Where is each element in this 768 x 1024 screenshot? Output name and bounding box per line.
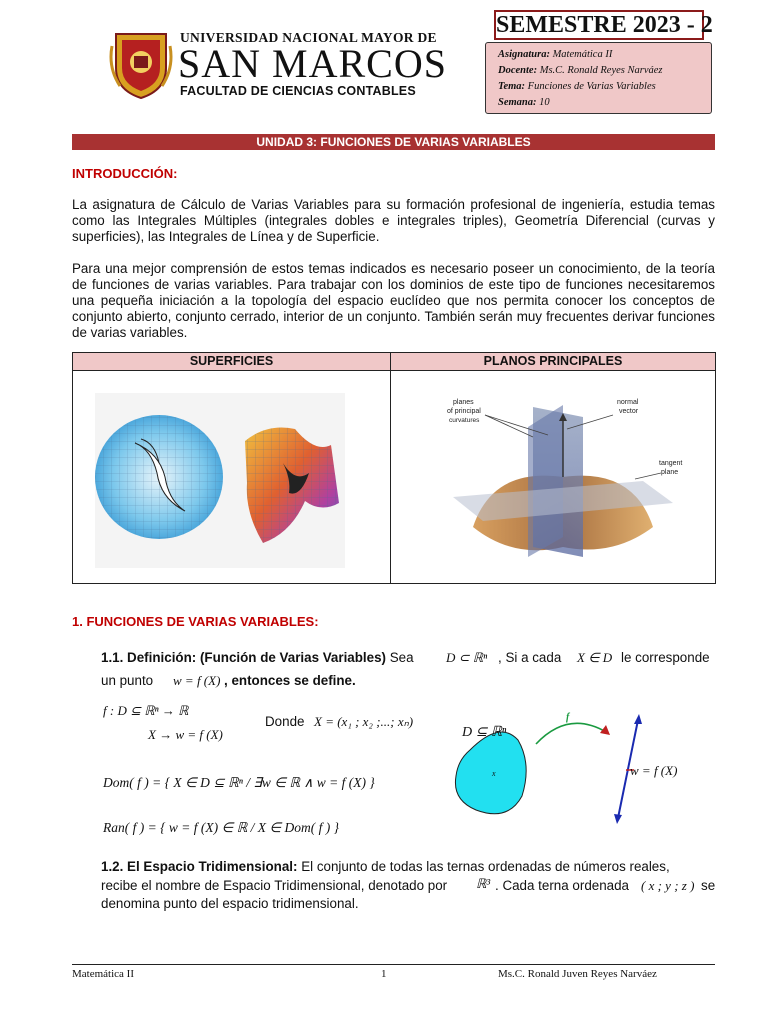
function-mapping-diagram bbox=[440, 700, 720, 830]
math-w-equals-f: w = f (X) bbox=[173, 673, 221, 688]
math-domain-set: D ⊂ ℝⁿ bbox=[446, 650, 488, 665]
label-curvatures: curvatures bbox=[449, 417, 480, 424]
math-domain-def: Dom( f ) = { X ∈ D ⊆ ℝⁿ / ∃w ∈ ℝ ∧ w = f (X) } bbox=[103, 775, 375, 790]
math-x-in-d: X ∈ D bbox=[577, 650, 613, 665]
definition-le-corresponde: le corresponde bbox=[621, 650, 710, 665]
label-plane: plane bbox=[661, 469, 679, 476]
diagram-f-label: f bbox=[566, 712, 570, 723]
math-x-vector-def: X = (x₁ ; x₂ ;...; xₙ) bbox=[314, 714, 414, 729]
label-vector: vector bbox=[619, 408, 639, 415]
info-tema: Tema: Funciones de Varias Variables bbox=[498, 81, 656, 92]
label-planes: planes bbox=[453, 399, 474, 406]
intro-paragraph-1: La asignatura de Cálculo de Varias Variables para su formación profesional de ingeniería, estudia temas como las Integrales Múltiples (integrales dobles e integrales triples), Geometría Diferencial (curvas y superficies), las Integrales de Línea y de Superficie. bbox=[72, 197, 715, 244]
principal-plane-2 bbox=[528, 405, 563, 557]
intro-paragraph-2: Para una mejor comprensión de estos temas indicados es necesario poseer un conocimiento, de la teoría de funciones de varias variables. Para trabajar con los dominios de este tipo de funciones necesitaremos una pequeña iniciación a la topología del espacio euclídeo que nos permita conocer los conceptos de conjunto abierto, conjunto cerrado, interior de un conjunto. También serán muy frecuentes derivar funciones de varias variables. bbox=[72, 261, 715, 340]
course-info-box bbox=[485, 42, 712, 114]
info-docente: Docente: Ms.C. Ronald Reyes Narváez bbox=[498, 65, 663, 76]
math-range-def: Ran( f ) = { w = f (X) ∈ ℝ / X ∈ Dom( f ) } bbox=[103, 820, 340, 835]
section-1-2-line-3: denomina punto del espacio tridimensional. bbox=[101, 896, 359, 911]
university-name-big: SAN MARCOS bbox=[178, 41, 447, 86]
definition-line-2-end: , entonces se define. bbox=[224, 673, 356, 688]
diagram-set-label: D ⊆ ℝⁿ bbox=[462, 725, 507, 740]
definition-si-a-cada: , Si a cada bbox=[498, 650, 562, 665]
section-1-2-line-2c: se bbox=[701, 878, 716, 893]
info-asignatura: Asignatura: Matemática II bbox=[498, 49, 613, 60]
math-triple: ( x ; y ; z ) bbox=[641, 878, 695, 893]
mapping-arrow bbox=[536, 723, 606, 744]
faculty-name: FACULTAD DE CIENCIAS CONTABLES bbox=[180, 84, 416, 98]
section-1-2-line-2b: . Cada terna ordenada bbox=[495, 878, 630, 893]
figures-table bbox=[72, 352, 716, 584]
footer-rule bbox=[72, 964, 715, 965]
unit-title-bar: UNIDAD 3: FUNCIONES DE VARIAS VARIABLES bbox=[72, 134, 715, 150]
math-mapping-1: f : D ⊆ ℝⁿ → ℝ bbox=[103, 703, 189, 718]
university-name-small: UNIVERSIDAD NACIONAL MAYOR DE bbox=[180, 30, 437, 45]
math-r3: ℝ³ bbox=[476, 876, 491, 891]
footer-left: Matemática II bbox=[72, 968, 134, 980]
table-header-planos: PLANOS PRINCIPALES bbox=[483, 354, 623, 368]
donde-label: Donde bbox=[265, 714, 305, 729]
section-1-2-title: 1.2. El Espacio Tridimensional: bbox=[101, 859, 298, 874]
semester-badge: SEMESTRE 2023 - 2 bbox=[496, 12, 713, 38]
section-1-title: 1. FUNCIONES DE VARIAS VARIABLES: bbox=[72, 614, 319, 629]
table-header-superficies: SUPERFICIES bbox=[189, 354, 274, 368]
label-of-principal: of principal bbox=[447, 408, 481, 415]
info-semana: Semana: 10 bbox=[498, 97, 550, 108]
math-mapping-2: X → w = f (X) bbox=[148, 727, 223, 742]
domain-set-shape bbox=[455, 732, 526, 814]
definition-line-2-start: un punto bbox=[101, 673, 154, 688]
table-divider bbox=[390, 353, 391, 583]
footer-right: Ms.C. Ronald Juven Reyes Narváez bbox=[498, 968, 657, 980]
diagram-w-label: w = f (X) bbox=[630, 763, 678, 778]
label-tangent: tangent bbox=[659, 460, 683, 467]
section-1-2-line-2a: recibe el nombre de Espacio Tridimensional, denotado por bbox=[101, 878, 448, 893]
footer-page-number: 1 bbox=[381, 968, 387, 980]
principal-planes-illustration bbox=[413, 377, 703, 577]
diagram-point-label: x bbox=[492, 769, 496, 778]
table-header-row bbox=[73, 353, 715, 371]
university-crest-logo bbox=[108, 28, 174, 100]
definition-title: 1.1. Definición: (Función de Varias Variables) bbox=[101, 650, 387, 665]
surfaces-illustration bbox=[95, 393, 375, 568]
definition-line-1: 1.1. Definición: (Función de Varias Variables) Sea bbox=[101, 650, 414, 665]
section-1-2-line-1: 1.2. El Espacio Tridimensional: El conjunto de todas las ternas ordenadas de números reales, bbox=[101, 859, 670, 874]
label-normal: normal bbox=[617, 399, 639, 406]
intro-heading: INTRODUCCIÓN: bbox=[72, 166, 178, 181]
